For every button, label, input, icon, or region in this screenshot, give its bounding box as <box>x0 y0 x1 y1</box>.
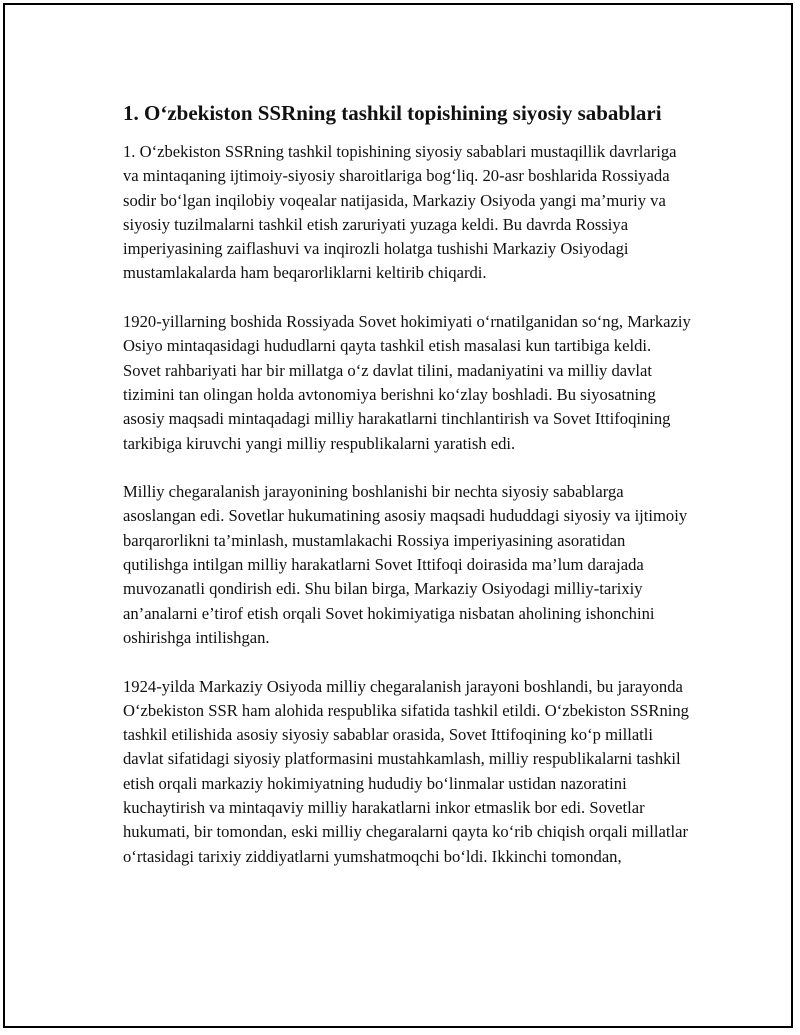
section-heading: 1. O‘zbekiston SSRning tashkil topishining siyosiy sabablari <box>123 101 662 125</box>
document-body <box>123 100 693 869</box>
paragraph-1: 1. O‘zbekiston SSRning tashkil topishining siyosiy sabablari mustaqillik davrlariga va mintaqaning ijtimoiy-siyosiy sharoitlariga bog‘liq. 20-asr boshlarida Rossiyada sodir bo‘lgan inqilobiy voqealar natijasida, Markaziy Osiyoda yangi ma’muriy va siyosiy tuzilmalarni tashkil etish zaruriyati yuzaga keldi. Bu davrda Rossiya imperiyasining zaiflashuvi va inqirozli holatga tushishi Markaziy Osiyodagi mustamlakalarda ham beqarorliklarni keltirib chiqardi. <box>123 142 677 283</box>
paragraph-3: Milliy chegaralanish jarayonining boshlanishi bir nechta siyosiy sabablarga asoslangan edi. Sovetlar hukumatining asosiy maqsadi hududdagi siyosiy va ijtimoiy barqarorlikni ta’minlash, mustamlakachi Rossiya imperiyasining asoratidan qutilishga intilgan milliy harakatlarni Sovet Ittifoqi doirasida ma’lum darajada muvozanatli qondirish edi. Shu bilan birga, Markaziy Osiyodagi milliy-tarixiy an’analarni e’tirof etish orqali Sovet hokimiyatiga nisbatan aholining ishonchini oshirishga intilishgan. <box>123 482 688 647</box>
paragraph-4: 1924-yilda Markaziy Osiyoda milliy chegaralanish jarayoni boshlandi, bu jarayonda O‘zbekiston SSR ham alohida respublika sifatida tashkil etildi. O‘zbekiston SSRning tashkil etilishida asosiy siyosiy sabablar orasida, Sovet Ittifoqining ko‘p millatli davlat sifatidagi siyosiy platformasini mustahkamlash, milliy respublikalarni tashkil etish orqali markaziy hokimiyatning hududiy bo‘linmalar ustidan nazoratini kuchaytirish va mintaqaviy milliy harakatlarni inkor etmaslik bor edi. Sovetlar hukumati, bir tomondan, eski milliy chegaralarni qayta ko‘rib chiqish orqali millatlar o‘rtasidagi tarixiy ziddiyatlarni yumshatmoqchi bo‘ldi. Ikkinchi tomondan, <box>123 676 689 866</box>
page-frame <box>3 3 793 1028</box>
paragraph-2: 1920-yillarning boshida Rossiyada Sovet hokimiyati o‘rnatilganidan so‘ng, Markaziy Osiyo mintaqasidagi hududlarni qayta tashkil etish masalasi kun tartibiga keldi. Sovet rahbariyati har bir millatga o‘z davlat tilini, madaniyatini va milliy davlat tizimini tan olingan holda avtonomiya berishni ko‘zlay boshladi. Bu siyosatning asosiy maqsadi mintaqadagi milliy harakatlarni tinchlantirish va Sovet Ittifoqining tarkibiga kiruvchi yangi milliy respublikalarni yaratish edi. <box>123 312 691 453</box>
